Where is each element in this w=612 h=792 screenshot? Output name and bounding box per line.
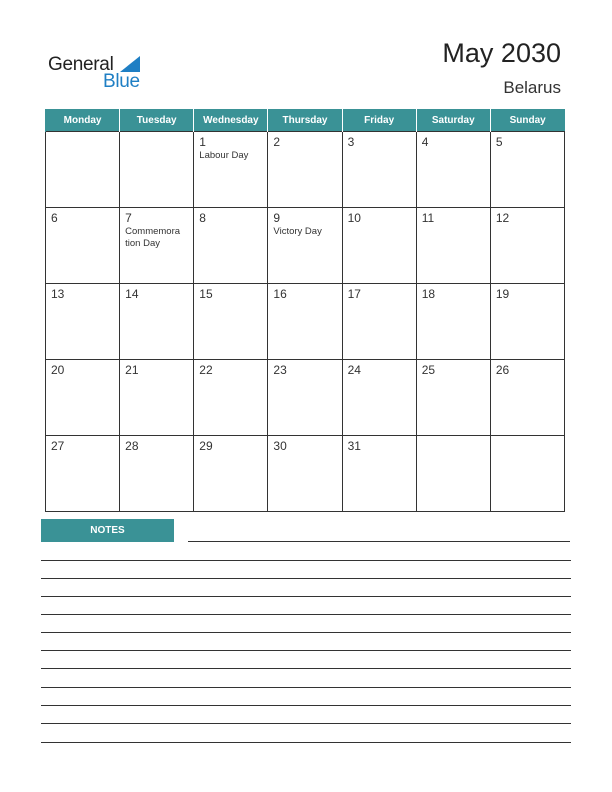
day-cell xyxy=(490,208,564,284)
day-number: 28 xyxy=(125,439,139,453)
calendar-grid xyxy=(45,109,565,512)
notes-line xyxy=(41,723,571,724)
day-number: 25 xyxy=(421,363,436,377)
week-row xyxy=(46,208,565,284)
day-cell xyxy=(194,132,268,208)
day-number: 3 xyxy=(347,135,355,149)
day-cell xyxy=(268,360,342,436)
day-cell xyxy=(268,208,342,284)
day-cell xyxy=(342,208,416,284)
day-cell xyxy=(342,436,416,512)
weekday-header: Monday xyxy=(46,109,120,132)
day-cell xyxy=(490,284,564,360)
day-cell xyxy=(490,132,564,208)
day-number: 14 xyxy=(125,287,139,301)
page-title: May 2030 xyxy=(442,38,561,68)
day-cell xyxy=(342,360,416,436)
weekday-header: Friday xyxy=(342,109,416,132)
notes-line xyxy=(41,560,571,561)
day-number: 19 xyxy=(495,287,510,301)
day-cell xyxy=(194,436,268,512)
week-row xyxy=(46,284,565,360)
day-number: 18 xyxy=(421,287,436,301)
notes-line xyxy=(41,632,571,633)
day-cell xyxy=(342,132,416,208)
day-number: 7 xyxy=(125,211,132,225)
holiday-label: Commemora tion Day xyxy=(125,226,181,249)
logo-triangle-icon xyxy=(120,56,140,72)
day-cell xyxy=(120,360,194,436)
holiday-label: Victory Day xyxy=(273,226,322,237)
notes-line xyxy=(41,578,571,579)
day-number: 22 xyxy=(199,363,213,377)
day-number: 27 xyxy=(51,439,65,453)
day-number: 4 xyxy=(421,135,429,149)
day-cell xyxy=(120,132,194,208)
day-cell xyxy=(490,360,564,436)
day-cell xyxy=(416,208,490,284)
day-number: 2 xyxy=(273,135,281,149)
holiday-label: Labour Day xyxy=(199,150,249,161)
logo-word-blue: Blue xyxy=(103,71,140,92)
day-cell xyxy=(490,436,564,512)
day-cell xyxy=(416,360,490,436)
country-name: Belarus xyxy=(503,78,561,97)
day-cell xyxy=(268,284,342,360)
day-number: 24 xyxy=(347,363,361,377)
notes-line xyxy=(41,650,571,651)
day-number: 10 xyxy=(347,211,361,225)
day-cell xyxy=(268,132,342,208)
day-cell xyxy=(194,208,268,284)
day-number: 12 xyxy=(495,211,510,225)
day-cell xyxy=(416,132,490,208)
day-number: 9 xyxy=(273,211,281,225)
week-row xyxy=(46,132,565,208)
day-number: 29 xyxy=(199,439,213,453)
notes-line xyxy=(41,742,571,743)
day-number: 11 xyxy=(421,211,435,225)
day-cell xyxy=(46,132,120,208)
weekday-header: Sunday xyxy=(490,109,564,132)
day-number: 23 xyxy=(273,363,287,377)
day-number: 1 xyxy=(199,135,206,149)
day-number: 6 xyxy=(51,211,58,225)
day-number: 13 xyxy=(51,287,65,301)
day-number: 30 xyxy=(273,439,287,453)
notes-line xyxy=(188,541,570,542)
weekday-header: Saturday xyxy=(416,109,490,132)
day-cell xyxy=(194,360,268,436)
day-cell xyxy=(194,284,268,360)
day-number: 26 xyxy=(495,363,510,377)
day-cell xyxy=(120,436,194,512)
day-cell xyxy=(46,208,120,284)
weekday-header: Tuesday xyxy=(120,109,194,132)
day-number: 20 xyxy=(51,363,65,377)
day-cell xyxy=(416,436,490,512)
week-row xyxy=(46,360,565,436)
notes-line xyxy=(41,705,571,706)
day-number: 16 xyxy=(273,287,287,301)
day-cell xyxy=(416,284,490,360)
notes-label: NOTES xyxy=(41,519,174,542)
day-number: 15 xyxy=(199,287,213,301)
day-number: 5 xyxy=(495,135,503,149)
day-cell xyxy=(46,436,120,512)
notes-line xyxy=(41,687,571,688)
logo xyxy=(48,54,158,94)
day-number: 31 xyxy=(347,439,361,453)
day-cell xyxy=(342,284,416,360)
day-number: 8 xyxy=(199,211,206,225)
weekday-header: Wednesday xyxy=(194,109,268,132)
day-number: 21 xyxy=(125,363,139,377)
day-cell xyxy=(268,436,342,512)
day-cell xyxy=(46,360,120,436)
notes-line xyxy=(41,596,571,597)
week-row xyxy=(46,436,565,512)
notes-line xyxy=(41,668,571,669)
day-cell xyxy=(46,284,120,360)
day-cell xyxy=(120,284,194,360)
logo-word-general: General xyxy=(48,54,114,75)
weekday-header: Thursday xyxy=(268,109,342,132)
day-number: 17 xyxy=(347,287,361,301)
weekday-header-row xyxy=(46,109,565,132)
notes-line xyxy=(41,614,571,615)
day-cell xyxy=(120,208,194,284)
